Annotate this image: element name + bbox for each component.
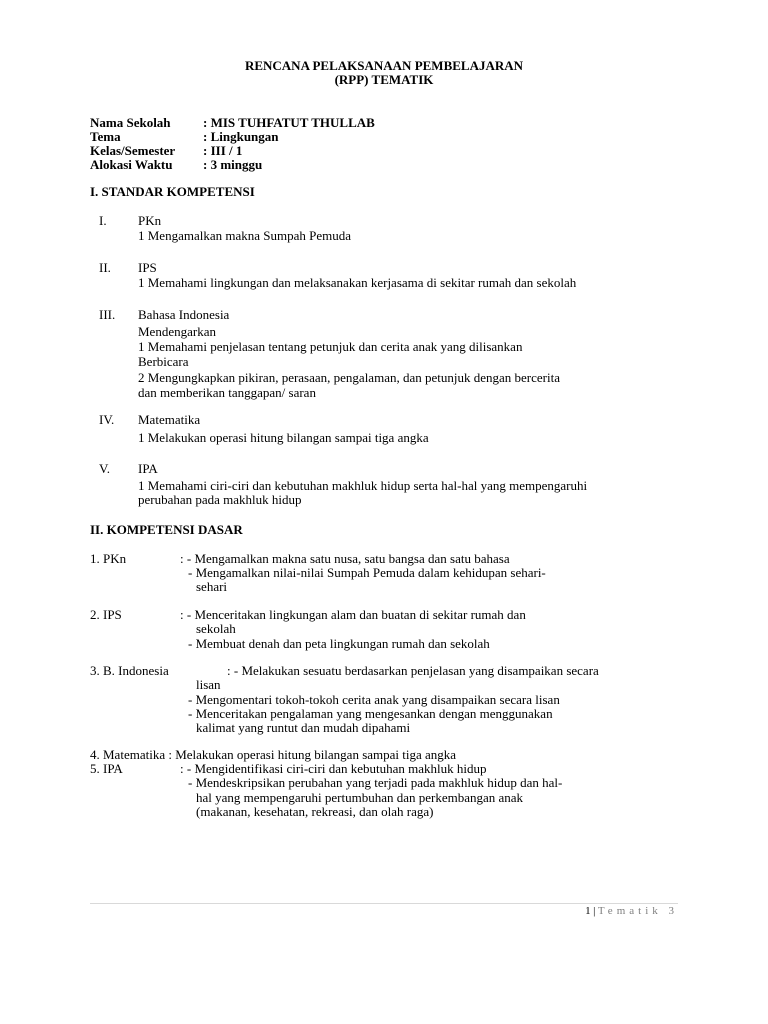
kd-line: : - Melakukan sesuatu berdasarkan penjelasan yang disampaikan secara [227, 663, 599, 678]
identity-value-theme: : Lingkungan [203, 129, 279, 144]
identity-label-school: Nama Sekolah [90, 115, 171, 130]
sk-subject: PKn [138, 213, 162, 228]
document-title: RENCANA PELAKSANAAN PEMBELAJARAN [244, 58, 524, 73]
kd-line-matematika: 4. Matematika : Melakukan operasi hitung bilangan sampai tiga angka [90, 747, 457, 762]
identity-label-time: Alokasi Waktu [90, 157, 173, 172]
sk-subject: IPA [138, 461, 158, 476]
kd-line: - Mengamalkan nilai-nilai Sumpah Pemuda dalam kehidupan sehari- [188, 565, 546, 580]
sk-line: 1 Melakukan operasi hitung bilangan sampai tiga angka [138, 430, 429, 445]
sk-line: 1 Mengamalkan makna Sumpah Pemuda [138, 228, 352, 243]
kd-line: - Menceritakan pengalaman yang mengesankan dengan menggunakan [188, 706, 553, 721]
sk-line: Berbicara [138, 354, 189, 369]
sk-line: Mendengarkan [138, 324, 216, 339]
footer-separator: | [593, 905, 596, 917]
identity-label-theme: Tema [90, 129, 121, 144]
section-heading-kd: II. KOMPETENSI DASAR [90, 522, 243, 537]
kd-line: sehari [196, 579, 228, 594]
kd-line: - Membuat denah dan peta lingkungan rumah dan sekolah [188, 636, 490, 651]
kd-label-pkn: 1. PKn [90, 551, 127, 566]
kd-line: - Mendeskripsikan perubahan yang terjadi pada makhluk hidup dan hal- [188, 775, 563, 790]
kd-line: hal yang mempengaruhi pertumbuhan dan perkembangan anak [196, 790, 524, 805]
identity-value-school: : MIS TUHFATUT THULLAB [203, 115, 375, 130]
sk-line: 1 Memahami penjelasan tentang petunjuk dan cerita anak yang dilisankan [138, 339, 523, 354]
identity-value-time: : 3 minggu [203, 157, 263, 172]
page-number: 1 [585, 905, 592, 917]
identity-label-class: Kelas/Semester [90, 143, 176, 158]
kd-line: kalimat yang runtut dan mudah dipahami [196, 720, 411, 735]
sk-number: IV. [99, 412, 115, 427]
kd-line: : - Menceritakan lingkungan alam dan buatan di sekitar rumah dan [180, 607, 526, 622]
sk-line: 1 Memahami ciri-ciri dan kebutuhan makhluk hidup serta hal-hal yang mempengaruhi [138, 478, 588, 493]
sk-number: III. [99, 307, 116, 322]
kd-line: : - Mengamalkan makna satu nusa, satu bangsa dan satu bahasa [180, 551, 510, 566]
sk-number: I. [99, 213, 107, 228]
kd-line: : - Mengidentifikasi ciri-ciri dan kebutuhan makhluk hidup [180, 761, 487, 776]
sk-line: 1 Memahami lingkungan dan melaksanakan kerjasama di sekitar rumah dan sekolah [138, 275, 577, 290]
sk-line: 2 Mengungkapkan pikiran, perasaan, pengalaman, dan petunjuk dengan bercerita [138, 370, 560, 385]
kd-label-bindo: 3. B. Indonesia [90, 663, 169, 678]
kd-label-ipa: 5. IPA [90, 761, 123, 776]
kd-line: sekolah [196, 621, 236, 636]
identity-value-class: : III / 1 [203, 143, 243, 158]
footer-divider [90, 903, 678, 904]
sk-number: V. [99, 461, 110, 476]
page-footer [585, 905, 678, 917]
sk-subject: Bahasa Indonesia [138, 307, 230, 322]
footer-label: Tematik 3 [597, 905, 678, 917]
kd-line: - Mengomentari tokoh-tokoh cerita anak yang disampaikan secara lisan [188, 692, 560, 707]
kd-line: lisan [196, 677, 221, 692]
kd-line: (makanan, kesehatan, rekreasi, dan olah raga) [196, 804, 434, 819]
sk-line: perubahan pada makhluk hidup [138, 492, 302, 507]
kd-label-ips: 2. IPS [90, 607, 122, 622]
document-subtitle: (RPP) TEMATIK [334, 72, 434, 87]
sk-number: II. [99, 260, 111, 275]
sk-line: dan memberikan tanggapan/ saran [138, 385, 316, 400]
sk-subject: IPS [138, 260, 157, 275]
section-heading-sk: I. STANDAR KOMPETENSI [90, 184, 255, 199]
sk-subject: Matematika [138, 412, 201, 427]
